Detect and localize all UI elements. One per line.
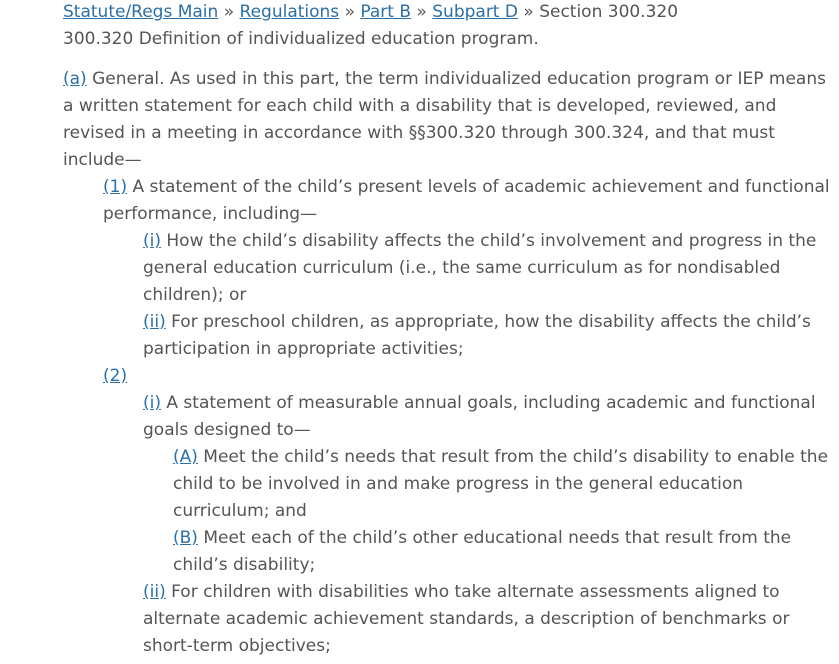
paragraph-ref-B[interactable]: (B) xyxy=(173,528,198,548)
paragraph-ref-ii[interactable]: (ii) xyxy=(143,582,166,602)
paragraph-a-2-i-A xyxy=(63,444,829,525)
paragraph-a-1 xyxy=(63,174,830,228)
regulation-page xyxy=(63,0,830,660)
paragraph-ref-a[interactable]: (a) xyxy=(63,69,87,89)
breadcrumb-separator: » xyxy=(344,2,361,22)
paragraph-text: participation in appropriate activities; xyxy=(143,339,464,359)
paragraph-text: General. As used in this part, the term individualized education program or IEP means xyxy=(86,69,826,89)
paragraph-text: revised in a meeting in accordance with §§300.320 through 300.324, and that must xyxy=(63,123,775,143)
breadcrumb-separator: » xyxy=(223,2,240,22)
paragraph-text: For preschool children, as appropriate, how the disability affects the child’s xyxy=(165,312,811,332)
paragraph-a-1-i xyxy=(63,228,823,309)
paragraph-ref-ii[interactable]: (ii) xyxy=(143,312,166,332)
paragraph-ref-i[interactable]: (i) xyxy=(143,393,161,413)
paragraph-text: How the child’s disability affects the child’s involvement and progress in the xyxy=(161,231,817,251)
paragraph-text: short-term objectives; xyxy=(143,636,331,656)
paragraph-text: goals designed to— xyxy=(143,420,311,440)
paragraph-text: curriculum; and xyxy=(173,501,307,521)
breadcrumb xyxy=(63,0,823,26)
paragraph-text: child’s disability; xyxy=(173,555,316,575)
paragraph-text: children); or xyxy=(143,285,247,305)
paragraph-a xyxy=(63,66,826,174)
paragraph-text: For children with disabilities who take alternate assessments aligned to xyxy=(165,582,780,602)
paragraph-ref-2[interactable]: (2) xyxy=(103,366,128,386)
paragraph-text: a written statement for each child with a disability that is developed, reviewed, and xyxy=(63,96,777,116)
paragraph-text: Meet the child’s needs that result from the child’s disability to enable the xyxy=(197,447,829,467)
breadcrumb-link-statute-regs-main[interactable]: Statute/Regs Main xyxy=(63,2,219,22)
breadcrumb-link-part-b[interactable]: Part B xyxy=(360,2,412,22)
page-title: 300.320 Definition of individualized education program. xyxy=(63,29,539,49)
paragraph-text: A statement of measurable annual goals, including academic and functional xyxy=(161,393,816,413)
paragraph-text: A statement of the child’s present levels of academic achievement and functional xyxy=(127,177,830,197)
breadcrumb-current: Section 300.320 xyxy=(539,2,679,22)
breadcrumb-link-regulations[interactable]: Regulations xyxy=(239,2,340,22)
paragraph-text: Meet each of the child’s other educational needs that result from the xyxy=(197,528,792,548)
paragraph-a-2-i-B xyxy=(63,525,823,579)
breadcrumb-separator: » xyxy=(416,2,433,22)
paragraph-text: general education curriculum (i.e., the same curriculum as for nondisabled xyxy=(143,258,781,278)
paragraph-ref-1[interactable]: (1) xyxy=(103,177,128,197)
breadcrumb-link-subpart-d[interactable]: Subpart D xyxy=(432,2,518,22)
paragraph-ref-i[interactable]: (i) xyxy=(143,231,161,251)
paragraph-a-2-i xyxy=(63,390,823,444)
paragraph-ref-A[interactable]: (A) xyxy=(173,447,198,467)
paragraph-text: performance, including— xyxy=(103,204,318,224)
paragraph-text: alternate academic achievement standards, a description of benchmarks or xyxy=(143,609,790,629)
paragraph-a-2-ii xyxy=(63,579,823,660)
breadcrumb-separator: » xyxy=(523,2,540,22)
paragraph-a-1-ii xyxy=(63,309,823,363)
paragraph-text: include— xyxy=(63,150,142,170)
paragraph-text: child to be involved in and make progress in the general education xyxy=(173,474,744,494)
paragraph-a-2 xyxy=(63,363,823,390)
